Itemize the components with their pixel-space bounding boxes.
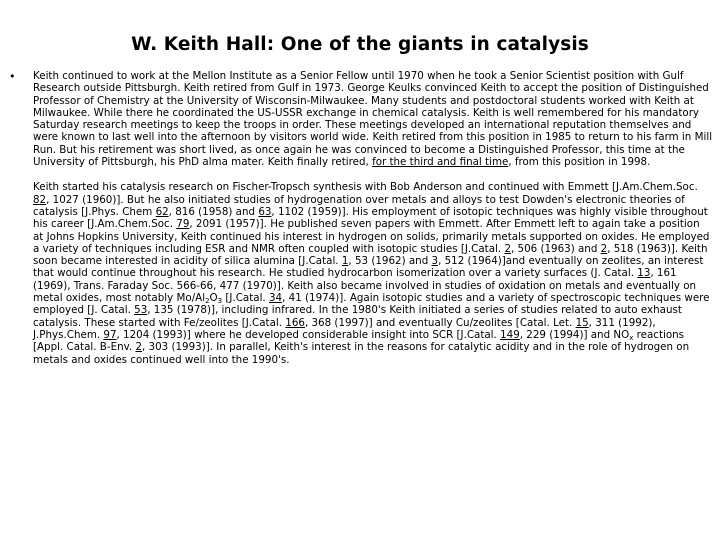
text-run: , 1027 (1960)]. But he also initiated studies of hydrogenation over metals and alloys to test Dowden's electronic theories of catalysis [J.Phys. Chem [33, 193, 685, 218]
paragraph-career [33, 70, 713, 168]
text-run: , 506 (1963) and [511, 242, 601, 255]
paragraph-research [33, 181, 713, 365]
text-run: , 303 (1993)]. In parallel, Keith's interest in the reasons for catalytic acidity and in the role of hydrogen on metals and oxides continued well into the 1990's. [33, 341, 690, 366]
citation-volume: 62 [155, 205, 169, 218]
text-run: , 53 (1962) and [348, 255, 432, 268]
text-run: , 518 (1963)]. Keith soon became interested in acidity of silica alumina [J.Catal. [33, 242, 708, 268]
citation-volume: 63 [258, 205, 272, 218]
citation-volume: 34 [268, 292, 283, 305]
slide-title: W. Keith Hall: One of the giants in catalysis [131, 34, 589, 55]
text-run: , 512 (1964)]and eventually on zeolites, an interest that would continue throughout his research. He studied hydrocarbon isomerization over a variety surfaces (J. Catal. [33, 255, 704, 280]
text-run: , 1102 (1959)]. His employment of isotopic techniques was highly visible throughout his career [J.Am.Chem.Soc. [33, 205, 708, 231]
text-run: , 161 (1969), Trans. Faraday Soc. 566-66, 477 (1970)]. Keith also became involved in studies of oxidation on metals and eventually on metal oxides, most notably Mo/Al [33, 267, 697, 305]
text-run: , 368 (1997)] and eventually Cu/zeolites [Catal. Let. [304, 316, 576, 329]
underlined-text: for the third and final time [372, 156, 509, 169]
text-run: [J.Catal. [222, 292, 269, 305]
subscript: 2 [205, 297, 210, 306]
subscript: x [629, 333, 634, 342]
text-run: , 1204 (1993)] where he developed considerable insight into SCR [J.Catal. [116, 328, 501, 341]
citation-volume: 53 [134, 304, 148, 317]
citation-volume: 13 [637, 267, 651, 280]
text-run: Keith continued to work at the Mellon Institute as a Senior Fellow until 1970 when he took a Senior Scientist position with Gulf Research outside Pittsburgh. Keith retired from Gulf in 1973. George Keulks convinced Keith to accept the position of Distinguished Professor of Chemistry at the University of Wisconsin-Milwaukee. Many students and postdoctoral students worked with Keith at Milwaukee. While there he coordinated the US-USSR exchange in chemical catalysis. Keith is well remembered for his mandatory Saturday research meetings to keep the troops in order. These meetings developed an international reputation themselves and were known to last well into the afternoon by visitors world wide. Keith retired from this position in 1985 to return to his farm in Mill Run. But his retirement was short lived, as once again he was convinced to become a Distinguished Professor, this time at the University of Pittsburgh, his PhD alma mater. Keith finally retired, [33, 70, 713, 169]
bullet-icon: • [9, 70, 16, 83]
text-run: , 41 (1974)]. Again isotopic studies and a variety of spectroscopic techniques were employed [J. Catal. [33, 292, 710, 317]
citation-volume: 149 [500, 328, 520, 341]
citation-volume: 2 [600, 242, 608, 255]
text-run: , 2091 (1957)]. He published seven papers with Emmett. After Emmett left to again take a position at Johns Hopkins University, Keith continued his interest in hydrogen on solids, primarily metals supported on oxides. He employed a variety of techniques including ESR and NMR often coupled with isotopic studies [J.Catal. [33, 218, 710, 255]
text-run: reactions [Appl. Catal. B-Env. [33, 328, 685, 354]
text-run: , 311 (1992), J.Phys.Chem. [33, 316, 656, 341]
citation-volume: 166 [285, 316, 305, 329]
citation-volume: 1 [341, 255, 349, 268]
text-run: , from this position in 1998. [508, 156, 651, 169]
citation-volume: 79 [176, 218, 190, 231]
text-run: , 229 (1994)] and NO [519, 328, 630, 341]
citation-volume: 3 [431, 255, 439, 268]
text-run: Keith started his catalysis research on Fischer-Tropsch synthesis with Bob Anderson and continued with Emmett [J.Am.Chem.Soc. [33, 181, 698, 194]
citation-volume: 97 [103, 328, 117, 341]
citation-volume: 2 [504, 242, 511, 255]
text-run: , 135 (1978)], including infrared. In the 1980's Keith initiated a series of studies related to auto exhaust catalysis. These started with Fe/zeolites [J.Catal. [33, 304, 682, 329]
text-run: O [209, 292, 218, 305]
citation-volume: 2 [135, 341, 143, 354]
citation-volume: 15 [575, 316, 589, 329]
text-run: , 816 (1958) and [168, 205, 259, 218]
citation-volume: 82 [33, 193, 47, 206]
slide-body [33, 70, 713, 366]
subscript: 3 [217, 297, 223, 306]
